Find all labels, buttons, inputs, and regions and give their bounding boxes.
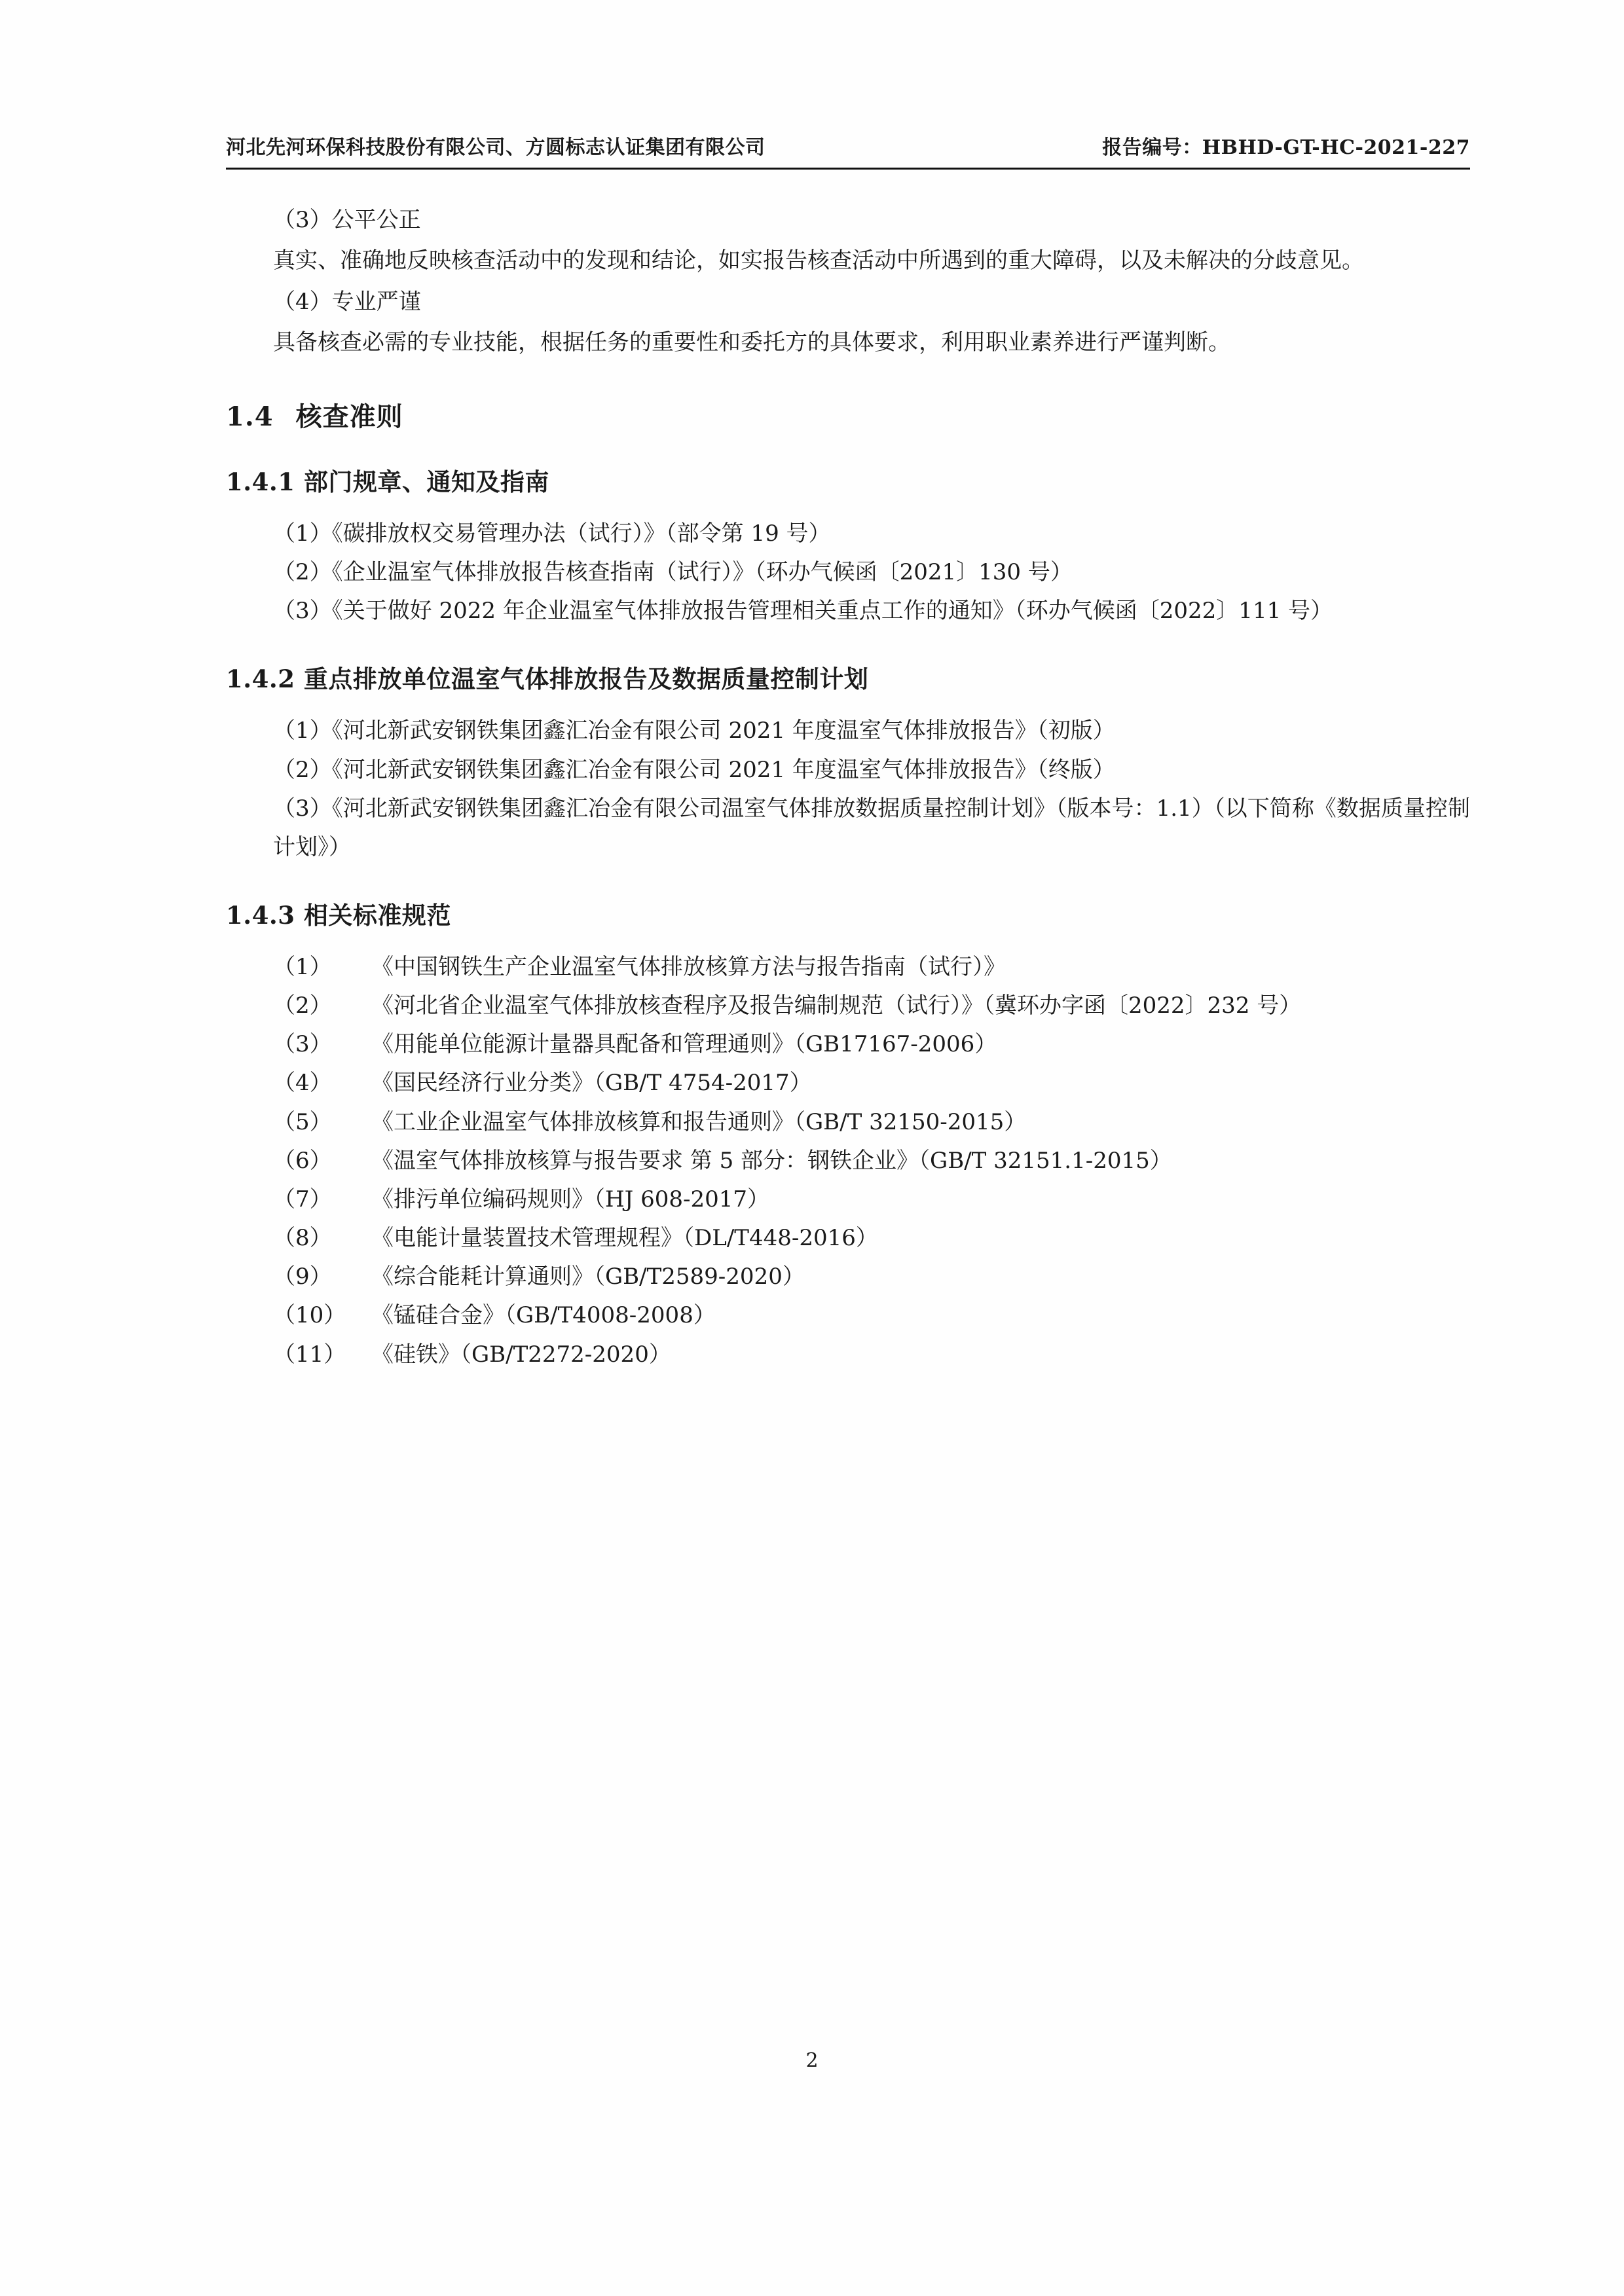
report-number-value: HBHD-GT-HC-2021-227 — [1202, 136, 1470, 159]
list-item-text: 《锰硅合金》（GB/T4008-2008） — [371, 1302, 716, 1329]
report-number-label: 报告编号： — [1102, 136, 1202, 159]
list-item-text: 《企业温室气体排放报告核查指南（试行）》（环办气候函〔2021〕130 号） — [331, 559, 1073, 586]
list-item-label: （1） — [273, 718, 332, 744]
list-item-label: （5） — [273, 1108, 332, 1135]
list-item-text: 《硅铁》（GB/T2272-2020） — [371, 1341, 671, 1368]
list-item-label: （3） — [273, 1031, 332, 1058]
list-item — [226, 1180, 1470, 1219]
list-item-label: （3） — [273, 795, 332, 822]
list-item-label: （2） — [273, 559, 332, 586]
header-company-names: 河北先河环保科技股份有限公司、方圆标志认证集团有限公司 — [226, 136, 766, 159]
list-item-label: （2） — [273, 756, 332, 783]
list-item — [226, 1296, 1470, 1335]
list-item — [226, 1064, 1470, 1102]
header-divider — [226, 168, 1470, 170]
list-item-text: 《河北新武安钢铁集团鑫汇冶金有限公司 2021 年度温室气体排放报告》（终版） — [331, 756, 1115, 783]
list-item — [226, 553, 1470, 592]
list-item-label: （8） — [273, 1225, 332, 1252]
list-item — [226, 592, 1470, 630]
page-content — [226, 131, 1470, 1374]
paragraph-fairness-text: 真实、准确地反映核查活动中的发现和结论，如实报告核查活动中所遇到的重大障碍，以及未解决的分歧意见。 — [273, 247, 1364, 274]
list-item — [226, 712, 1470, 750]
list-item-label: （1） — [273, 953, 332, 980]
list-item-text: 《碳排放权交易管理办法（试行）》（部令第 19 号） — [331, 520, 831, 547]
list-item — [226, 790, 1470, 867]
list-item-label: （10） — [273, 1302, 346, 1329]
page-header — [226, 131, 1470, 168]
section-heading-1-4 — [226, 396, 1470, 433]
list-item-text: 《中国钢铁生产企业温室气体排放核算方法与报告指南（试行）》 — [371, 953, 1006, 980]
list-item-label: （1） — [273, 520, 332, 547]
list-item-text: 《河北新武安钢铁集团鑫汇冶金有限公司温室气体排放数据质量控制计划》（版本号：1.1）（以下简称《数据质量控制计划》） — [273, 795, 1470, 860]
list-item — [226, 751, 1470, 790]
list-item-label: （6） — [273, 1147, 332, 1174]
section-heading-1-4-1: 1.4.1 部门规章、通知及指南 — [226, 467, 549, 496]
section-heading-1-4-2: 1.4.2 重点排放单位温室气体排放报告及数据质量控制计划 — [226, 665, 869, 694]
list-item — [226, 515, 1470, 553]
list-item — [226, 1142, 1470, 1180]
list-item-label: （2） — [273, 993, 332, 1019]
list-item-text: 《国民经济行业分类》（GB/T 4754-2017） — [371, 1070, 812, 1097]
list-item — [226, 1025, 1470, 1064]
section-title-1-4: 核查准则 — [295, 401, 403, 432]
list-item — [226, 948, 1470, 987]
section-number-1-4: 1.4 — [226, 401, 274, 432]
list-item — [226, 1258, 1470, 1296]
list-item-text: 《温室气体排放核算与报告要求 第 5 部分：钢铁企业》（GB/T 32151.1-2015） — [371, 1147, 1172, 1174]
page-number: 2 — [805, 2049, 819, 2072]
list-item-text: 《电能计量装置技术管理规程》（DL/T448-2016） — [371, 1225, 878, 1252]
list-item-label: （4） — [273, 1070, 332, 1097]
header-report-number — [1102, 131, 1470, 160]
paragraph-professional-label: （4）专业严谨 — [273, 288, 421, 315]
list-item-text: 《河北新武安钢铁集团鑫汇冶金有限公司 2021 年度温室气体排放报告》（初版） — [331, 718, 1115, 744]
section-heading-1-4-3: 1.4.3 相关标准规范 — [226, 900, 451, 930]
list-item — [226, 987, 1470, 1025]
list-item-text: 《综合能耗计算通则》（GB/T2589-2020） — [371, 1264, 805, 1290]
list-item-label: （9） — [273, 1264, 332, 1290]
list-item-text: 《排污单位编码规则》（HJ 608-2017） — [371, 1186, 769, 1212]
list-item-label: （7） — [273, 1186, 332, 1212]
list-item-text: 《工业企业温室气体排放核算和报告通则》（GB/T 32150-2015） — [371, 1108, 1027, 1135]
list-item-text: 《河北省企业温室气体排放核查程序及报告编制规范（试行）》（冀环办字函〔2022〕232 号） — [371, 993, 1302, 1019]
list-item-label: （3） — [273, 598, 332, 625]
list-item-label: （11） — [273, 1341, 346, 1368]
list-item — [226, 1219, 1470, 1258]
list-item — [226, 1336, 1470, 1374]
paragraph-fairness-label: （3）公平公正 — [273, 207, 421, 233]
list-item-text: 《用能单位能源计量器具配备和管理通则》（GB17167-2006） — [371, 1031, 997, 1058]
list-item-text: 《关于做好 2022 年企业温室气体排放报告管理相关重点工作的通知》（环办气候函〔2022〕111 号） — [331, 598, 1333, 625]
list-item — [226, 1103, 1470, 1142]
paragraph-professional-text: 具备核查必需的专业技能，根据任务的重要性和委托方的具体要求，利用职业素养进行严谨判断。 — [273, 329, 1230, 356]
